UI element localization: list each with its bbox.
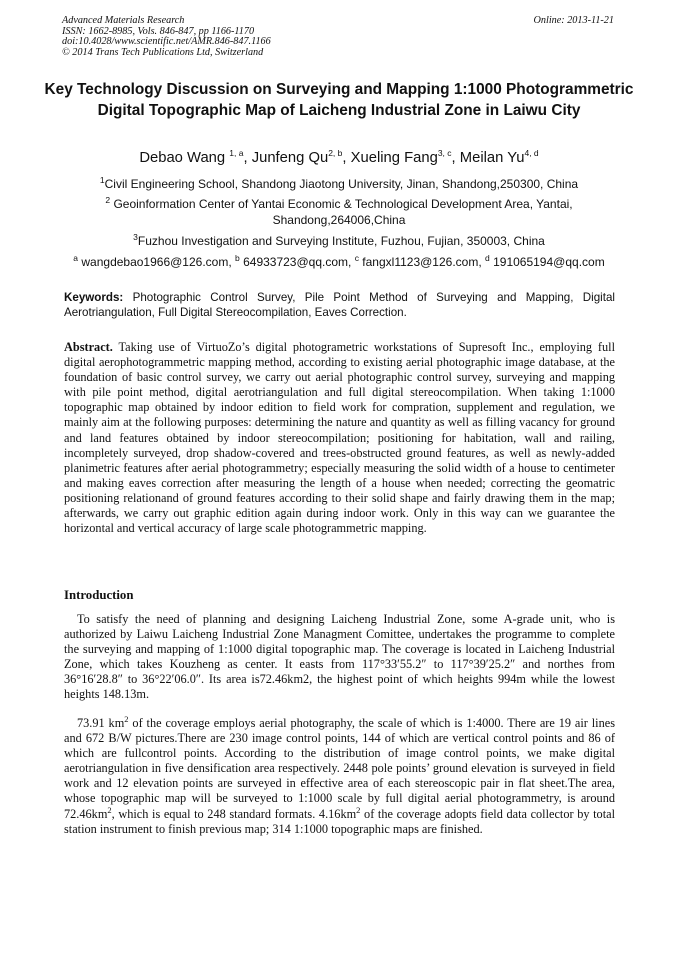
author-name: Debao Wang bbox=[139, 150, 226, 166]
affiliation-text: Civil Engineering School, Shandong Jiaotong University, Jinan, Shandong,250300, China bbox=[104, 177, 579, 191]
affiliation-text: Geoinformation Center of Yantai Economic & Technological Development Area, Yantai, Shandong,264006,China bbox=[113, 197, 573, 227]
text-run: , which is equal to 248 standard formats. 4.16km bbox=[111, 806, 357, 821]
affiliation bbox=[40, 234, 638, 250]
text-run: of the coverage employs aerial photography, the scale of which is 1:4000. There are 19 air lines and 672 B/W pictures.There are 230 image control points, 144 of which are vertical control points and 86 of which are fullcontrol points. According to the distribution of image control points, we make digital aerotriangulation in five densification area respectively. 2448 pole points’ ground elevation is surveyed in field work and 12 elevation points are surveyed in effective area of each stereoscopic pair in flat sheet.The area, whose topographic map will be surveyed to 1:1000 scale by full digital aerial photogrammetry, is around 72.46km bbox=[64, 716, 615, 821]
author-name: Meilan Yu bbox=[459, 150, 525, 166]
email[interactable]: wangdebao1966@126.com, bbox=[81, 255, 232, 269]
intro-paragraph-1: To satisfy the need of planning and designing Laicheng Industrial Zone, some A-grade unit, who is authorized by Laiwu Laicheng Industrial Zone Managment Comittee, undertakes the programme to complete the surveying and mapping of 1:1000 digital topographic map. The coverage is located in Laicheng Industrial Zone, which takes Kouzheng as center. It easts from 117°33′55.2″ to 117°39′25.2″ and northes from 36°16′28.8″ to 36°22′06.0″. Its area is72.46km2, the highest point of which heights 994m while the lowest heights 148.13m. bbox=[64, 612, 615, 702]
intro-paragraph-2 bbox=[64, 713, 615, 837]
email-list bbox=[50, 255, 628, 271]
author-list: Debao Wang $^{1, a}$, Junfeng Qu$^{2, b}$, Xueling Fang$^{3, c}$, Meilan Yu$^{4, d}$ bbox=[139, 148, 539, 166]
email[interactable]: fangxl1123@126.com, bbox=[362, 255, 482, 269]
journal-name: Advanced Materials Research bbox=[62, 15, 185, 26]
email-sup: d bbox=[485, 253, 490, 263]
keywords-text: Photographic Control Survey, Pile Point Method of Surveying and Mapping, Digital Aerotriangulation, Full Digital Stereocompilation, Eaves Correction. bbox=[64, 291, 615, 319]
superscript: 2 bbox=[124, 713, 129, 724]
affiliation-sup: 2 bbox=[105, 195, 111, 205]
doi: doi:10.4028/www.scientific.net/AMR.846-847.1166 bbox=[62, 36, 271, 48]
affiliation bbox=[40, 177, 638, 193]
author-sup: 4, d bbox=[524, 148, 539, 159]
author-name: Junfeng Qu bbox=[251, 150, 329, 166]
superscript: 2 bbox=[356, 804, 361, 815]
section-heading: Introduction bbox=[64, 588, 134, 602]
abstract-text: Taking use of VirtuoZo’s digital photogrametric workstations of Supresoft Inc., employing full digital aerophotogrammetric mapping method, according to existing aerial photographic image database, at the foundation of basic control survey, we carry out aerial photographic control survey, surveying and mapping with pile point method, digital aerotriangulation and full digital stereocompilation. When taking 1:1000 topographic map obtained by indoor edition to field work for compration, supplement and regulation, we mainly aim at the following purposes: determining the nature and quantity as well as filling vacancy for ground and land features obtained by indoor stereocompilation; positioning for habitation, wall and railing, incompletely surveyed, drop shadow-covered and trees-obstructed ground features, as well as newly-added planimetric features after aerial photogrammetry; especially measuring the solid width of a house to centimeter and making eaves correction after measuring the length of a house when needed; correcting the geomatric positioning relationand of ground features according to their solid shape and fairly drawing them in the map; afterwards, we carry out graphic edition again during indoor work. Only in this way can we guarantee the horizontal and vertical accuracy of large scale photogrammetric mapping. bbox=[64, 340, 615, 536]
email[interactable]: 191065194@qq.com bbox=[493, 255, 605, 269]
email[interactable]: 64933723@qq.com, bbox=[243, 255, 352, 269]
email-sup: b bbox=[235, 253, 240, 263]
copyright: © 2014 Trans Tech Publications Ltd, Switzerland bbox=[62, 46, 264, 58]
affiliation bbox=[60, 197, 618, 228]
text-run: 73.91 km bbox=[77, 716, 125, 730]
author-sup: 2, b bbox=[328, 148, 343, 159]
online-date: Online: 2013-11-21 bbox=[533, 15, 614, 26]
abstract bbox=[64, 340, 615, 536]
keywords-label: Keywords: bbox=[64, 291, 124, 304]
affiliation-sup: 3 bbox=[133, 232, 138, 242]
page-header bbox=[62, 16, 614, 58]
paper-title: Key Technology Discussion on Surveying and Mapping 1:1000 Photogrammetric Digital Topographic Map of Laicheng Industrial Zone in Laiwu City bbox=[44, 81, 634, 119]
abstract-label: Abstract. bbox=[64, 340, 113, 354]
email-sup: c bbox=[354, 253, 359, 263]
affiliation-sup: 1 bbox=[99, 175, 105, 185]
text-run: of the coverage adopts field data collector by total station instrument to finish previous map; 314 1:1000 topographic maps are finished. bbox=[64, 806, 615, 836]
keywords bbox=[64, 290, 615, 320]
issn: ISSN: 1662-8985, Vols. 846-847, pp 1166-1170 bbox=[62, 25, 255, 37]
author-name: Xueling Fang bbox=[350, 150, 438, 166]
email-sup: a bbox=[73, 253, 79, 263]
author-sup: 3, c bbox=[437, 148, 452, 159]
affiliation-text: Fuzhou Investigation and Surveying Institute, Fuzhou, Fujian, 350003, China bbox=[137, 234, 545, 248]
superscript: 2 bbox=[107, 804, 112, 815]
author-sup: 1, a bbox=[229, 148, 244, 159]
